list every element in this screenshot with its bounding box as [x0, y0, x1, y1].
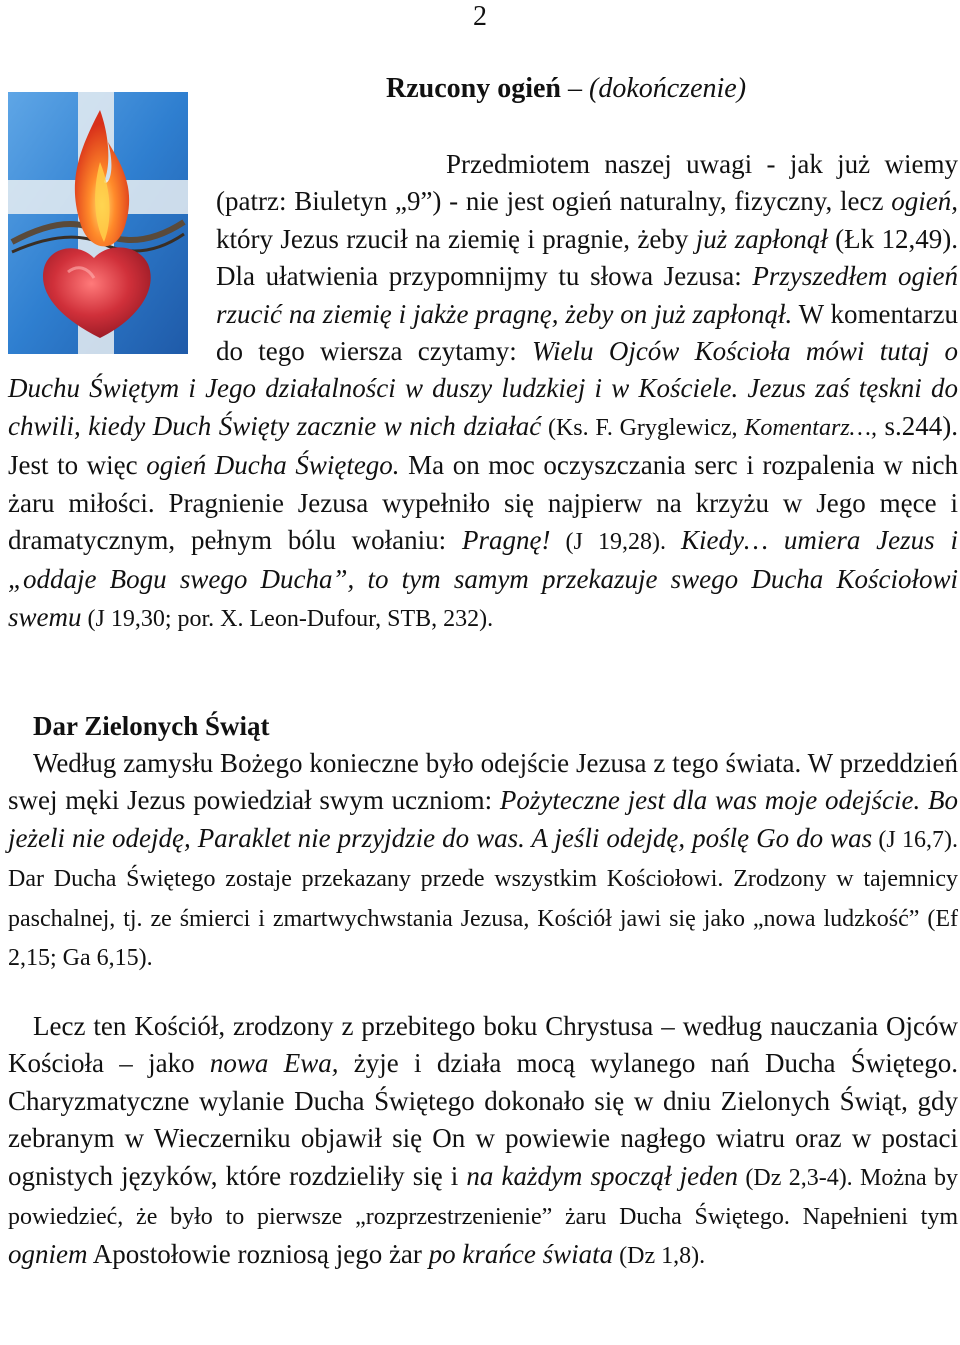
title-sub: (dokończenie) [589, 73, 747, 104]
article-title [386, 70, 746, 108]
paragraph-2: Według zamysłu Bożego konieczne było odejście Jezusa z tego świata. W przeddzień swej męki Jezus powiedział swym uczniom: Pożyteczne jest dla was moje odejście. Bo jeżeli nie odejdę, Paraklet nie przyjdzie do was. A jeśli odejdę, poślę Go do was (J 16,7). Dar Ducha Świętego zostaje przekazany przede wszystkim Kościołowi. Zrodzony w tajemnicy paschalnej, tj. ze śmierci i zmartwychwstania Jezusa, Kościół jawi się jako „nowa ludzkość” (Ef 2,15; Ga 6,15). [8, 748, 958, 972]
title-main: Rzucony ogień [386, 73, 561, 104]
title-dash: – [561, 73, 589, 104]
page-number: 2 [473, 1, 487, 32]
image-spacer [8, 146, 216, 364]
paragraph-1: Przedmiotem naszej uwagi - jak już wiemy (patrz: Biuletyn „9”) - nie jest ogień naturalny, fizyczny, lecz ogień, który Jezus rzucił na ziemię i pragnie, żeby już zapłonął (Łk 12,49). Dla ułatwienia przypomnijmy tu słowa Jezusa: Przyszedłem ogień rzucić na ziemię i jakże pragnę, żeby on już zapłonął. W komentarzu do tego wiersza czytamy: Wielu Ojców Kościoła mówi tutaj o Duchu Świętym i Jego działalności w duszy ludzkiej i w Kościele. Jezus zaś tęskni do chwili, kiedy Duch Święty zacznie w nich działać (Ks. F. Gryglewicz, Komentarz…, s.244). Jest to więc ogień Ducha Świętego. Ma on moc oczyszczania serc i rozpalenia w nich żaru miłości. Pragnienie Jezusa wypełniło się najpierw na krzyżu w Jego męce i dramatycznym, pełnym bólu wołaniu: Pragnę! (J 19,28). Kiedy… umiera Jezus i „oddaje Bogu swego Ducha”, to tym samym przekazuje swego Ducha Kościołowi swemu (J 19,30; por. X. Leon-Dufour, STB, 232). [8, 146, 958, 638]
paragraph-3: Lecz ten Kościół, zrodzony z przebitego boku Chrystusa – według nauczania Ojców Kościoła – jako nowa Ewa, żyje i działa mocą wylanego nań Ducha Świętego. Charyzmatyczne wylanie Ducha Świętego dokonało się w dniu Zielonych Świąt, gdy zebranym w Wieczerniku objawił się On w powiewie nagłego wiatru oraz w postaci ognistych języków, które rozdzieliły się i na każdym spoczął jeden (Dz 2,3-4). Można by powiedzieć, że było to pierwsze „rozprzestrzenienie” żaru Ducha Świętego. Napełnieni tym ogniem Apostołowie rozniosą jego żar po krańce świata (Dz 1,8). [8, 1011, 958, 1270]
section-heading: Dar Zielonych Świąt [33, 711, 270, 741]
